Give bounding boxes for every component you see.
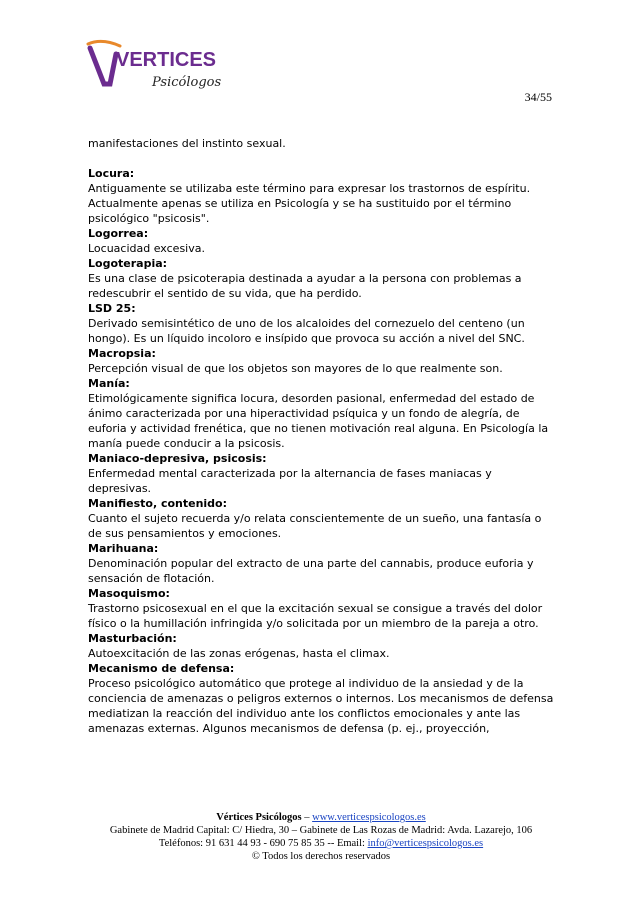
glossary-entry [88,226,554,256]
glossary-term: Maniaco-depresiva, psicosis: [88,452,267,465]
logo-wordmark: VERTICES [116,49,217,71]
footer-copyright: © Todos los derechos reservados [251,851,391,862]
glossary-definition: Es una clase de psicoterapia destinada a ayudar a la persona con problemas a redescubrir el sentido de su vida, que ha perdido. [88,272,522,300]
glossary-term: Manifiesto, contenido: [88,497,228,510]
glossary-entry [88,301,554,346]
glossary-entry [88,631,554,661]
glossary-definition: Derivado semisintético de uno de los alcaloides del cornezuelo del centeno (un hongo). Es un líquido incoloro e insípido que provoca su acción a nivel del SNC. [88,317,525,345]
glossary-definition: Antiguamente se utilizaba este término para expresar los trastornos de espíritu. Actualmente apenas se utiliza en Psicología y se ha sustituido por el término psicológico "psicosis". [88,182,531,225]
glossary-definition: Proceso psicológico automático que protege al individuo de la ansiedad y de la conciencia de amenazas o peligros externos o internos. Los mecanismos de defensa mediatizan la reacción del individuo ante los conflictos emocionales y ante las amenazas externas. Algunos mecanismos de defensa (p. ej., proyección, [88,677,554,735]
intro-text: manifestaciones del instinto sexual. [88,137,286,150]
page-number: 34/55 [524,90,552,104]
glossary-entry [88,496,554,541]
footer-brand: Vértices Psicólogos [216,812,302,823]
glossary-entry [88,661,554,736]
glossary-term: LSD 25: [88,302,136,315]
footer-email-link[interactable]: info@verticespsicologos.es [367,838,484,849]
glossary-entry [88,376,554,451]
glossary-definition: Autoexcitación de las zonas erógenas, hasta el climax. [88,647,390,660]
glossary-definition: Locuacidad excesiva. [88,242,205,255]
glossary-entry [88,451,554,496]
glossary-term: Macropsia: [88,347,156,360]
footer-contact-line [88,837,554,850]
glossary-term: Logorrea: [88,227,149,240]
glossary-term: Mecanismo de defensa: [88,662,235,675]
footer-separator: – [301,812,313,823]
glossary-term: Locura: [88,167,135,180]
footer-website-link[interactable]: www.verticespsicologos.es [312,812,426,823]
glossary-term: Masturbación: [88,632,177,645]
glossary-definition: Cuanto el sujeto recuerda y/o relata conscientemente de un sueño, una fantasía o de sus pensamientos y emociones. [88,512,542,540]
glossary-definition: Trastorno psicosexual en el que la excitación sexual se consigue a través del dolor físico o la humillación infringida y/o solicitada por un miembro de la pareja a otro. [88,602,543,630]
glossary-entry [88,166,554,226]
footer-brand-line [88,811,554,824]
page-footer [88,811,554,863]
vertices-logo [86,36,236,106]
glossary-entry [88,586,554,631]
glossary-content [88,136,554,736]
glossary-term: Masoquismo: [88,587,170,600]
glossary-term: Manía: [88,377,130,390]
glossary-entry [88,346,554,376]
vertices-logo-graphic [86,36,236,106]
glossary-definition: Etimológicamente significa locura, desorden pasional, enfermedad del estado de ánimo caracterizada por una hiperactividad psíquica y un fondo de alegría, de euforia y actividad frenética, que no tienen motivación real alguna. En Psicología la manía puede conducir a la psicosis. [88,392,549,450]
glossary-entry [88,541,554,586]
footer-phones: Teléfonos: 91 631 44 93 - 690 75 85 35 -- Email: [158,838,368,849]
glossary-definition: Enfermedad mental caracterizada por la alternancia de fases maniacas y depresivas. [88,467,492,495]
glossary-term: Marihuana: [88,542,159,555]
glossary-entries [88,166,554,736]
glossary-entry [88,256,554,301]
glossary-definition: Percepción visual de que los objetos son mayores de lo que realmente son. [88,362,503,375]
glossary-term: Logoterapia: [88,257,168,270]
logo-subtext: Psicólogos [152,75,222,90]
footer-address: Gabinete de Madrid Capital: C/ Hiedra, 30 – Gabinete de Las Rozas de Madrid: Avda. Lazarejo, 106 [109,825,533,836]
glossary-definition: Denominación popular del extracto de una parte del cannabis, produce euforia y sensación de flotación. [88,557,534,585]
